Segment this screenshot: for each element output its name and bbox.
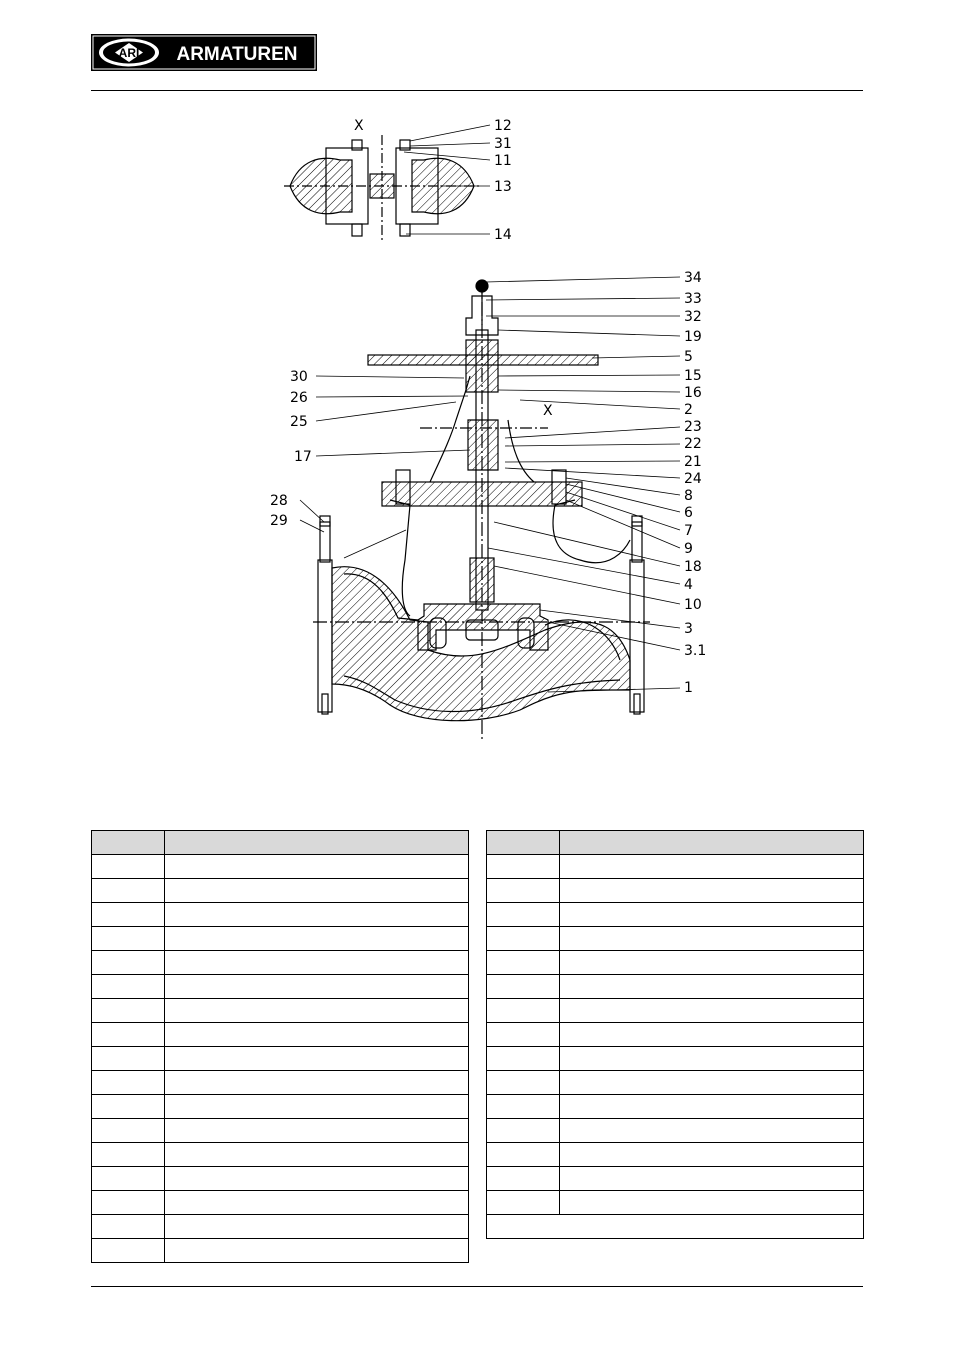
cell-part-number — [487, 1191, 560, 1215]
label-31: 31 — [494, 136, 512, 152]
table-row — [92, 1119, 469, 1143]
cell-designation — [165, 1047, 469, 1071]
parts-table-left — [91, 830, 469, 1263]
cell-part-number — [92, 903, 165, 927]
cell-part-number — [92, 1143, 165, 1167]
cell-part-number — [487, 999, 560, 1023]
label-33: 33 — [684, 291, 702, 307]
table-row — [92, 1167, 469, 1191]
header-cell-number — [92, 831, 165, 855]
cell-part-number — [92, 999, 165, 1023]
table-row — [487, 855, 864, 879]
table-row — [92, 951, 469, 975]
table-row — [92, 1191, 469, 1215]
cell-part-number — [92, 1239, 165, 1263]
cell-designation — [560, 1119, 864, 1143]
logo-mark: ARI — [118, 46, 140, 60]
table-header-row — [92, 831, 469, 855]
cell-part-number — [487, 1167, 560, 1191]
table-row — [92, 855, 469, 879]
label-17: 17 — [294, 449, 312, 465]
cell-designation — [560, 1143, 864, 1167]
cell-designation — [165, 1215, 469, 1239]
label-14: 14 — [494, 227, 512, 243]
cell-part-number — [92, 951, 165, 975]
cell-designation — [165, 951, 469, 975]
table-row — [487, 1143, 864, 1167]
cell-part-number — [92, 1215, 165, 1239]
cell-part-number — [92, 1095, 165, 1119]
cell-designation — [165, 1071, 469, 1095]
table-row — [92, 1143, 469, 1167]
cell-part-number — [487, 975, 560, 999]
cell-part-number — [92, 1047, 165, 1071]
cell-designation — [560, 999, 864, 1023]
table-row — [92, 1095, 469, 1119]
header-cell-number — [487, 831, 560, 855]
valve-body — [313, 280, 650, 740]
label-6: 6 — [684, 505, 693, 521]
cell-designation — [560, 1047, 864, 1071]
cell-designation — [560, 951, 864, 975]
table-row — [487, 999, 864, 1023]
label-11: 11 — [494, 153, 512, 169]
cell-designation — [560, 1167, 864, 1191]
label-22: 22 — [684, 436, 702, 452]
header-cell-designation — [560, 831, 864, 855]
label-9: 9 — [684, 541, 693, 557]
table-row-blank — [487, 1215, 864, 1239]
table-row — [487, 1047, 864, 1071]
label-24: 24 — [684, 471, 702, 487]
cell-part-number — [92, 855, 165, 879]
cell-designation — [165, 975, 469, 999]
table-row — [487, 1071, 864, 1095]
label-29: 29 — [270, 513, 288, 529]
cell-designation — [560, 855, 864, 879]
cell-designation — [560, 903, 864, 927]
cell-part-number — [92, 975, 165, 999]
label-16: 16 — [684, 385, 702, 401]
cell-designation — [560, 1191, 864, 1215]
cell-designation — [165, 903, 469, 927]
cell-part-number — [487, 903, 560, 927]
cell-part-number — [487, 1023, 560, 1047]
label-26: 26 — [290, 390, 308, 406]
cell-part-number — [92, 1023, 165, 1047]
label-18: 18 — [684, 559, 702, 575]
table-row — [92, 1071, 469, 1095]
cell-designation — [165, 1095, 469, 1119]
label-10: 10 — [684, 597, 702, 613]
table-row — [487, 903, 864, 927]
cell-designation — [165, 879, 469, 903]
cell-part-number — [487, 1119, 560, 1143]
cell-designation — [165, 1191, 469, 1215]
table-row — [487, 951, 864, 975]
cell-designation — [560, 879, 864, 903]
logo-text: ARMATUREN — [176, 44, 298, 65]
label-28: 28 — [270, 493, 288, 509]
cell-part-number — [487, 1071, 560, 1095]
cell-part-number — [92, 1071, 165, 1095]
cell-designation — [165, 855, 469, 879]
label-15: 15 — [684, 368, 702, 384]
table-row — [92, 879, 469, 903]
cell-designation — [165, 1167, 469, 1191]
cell-part-number — [487, 927, 560, 951]
label-1: 1 — [684, 680, 693, 696]
label-7: 7 — [684, 523, 693, 539]
table-row — [92, 903, 469, 927]
footer-rule — [91, 1286, 863, 1287]
cell-designation — [165, 999, 469, 1023]
table-row — [487, 927, 864, 951]
label-34: 34 — [684, 270, 702, 286]
cell-part-number — [92, 1119, 165, 1143]
table-row — [487, 1119, 864, 1143]
parts-table-right — [486, 830, 864, 1239]
label-3: 3 — [684, 621, 693, 637]
cell-designation — [165, 1023, 469, 1047]
label-13: 13 — [494, 179, 512, 195]
table-row — [92, 1047, 469, 1071]
detail-x-coupling — [284, 135, 480, 242]
cell-part-number — [92, 879, 165, 903]
cell-designation — [165, 1143, 469, 1167]
label-2: 2 — [684, 402, 693, 418]
cell-designation — [165, 1239, 469, 1263]
label-4: 4 — [684, 577, 693, 593]
detail-section-mark: X — [354, 118, 364, 134]
cell-designation — [165, 1119, 469, 1143]
label-21: 21 — [684, 454, 702, 470]
cell-part-number — [487, 1095, 560, 1119]
cell-part-number — [92, 1167, 165, 1191]
cell-part-number — [487, 879, 560, 903]
cell-designation — [165, 927, 469, 951]
cell-designation — [560, 975, 864, 999]
table-row — [92, 927, 469, 951]
label-3-1: 3.1 — [684, 643, 707, 659]
cell-part-number — [92, 927, 165, 951]
label-25: 25 — [290, 414, 308, 430]
cell-part-number — [487, 1143, 560, 1167]
cell-designation — [560, 1071, 864, 1095]
label-19: 19 — [684, 329, 702, 345]
cell-designation — [560, 927, 864, 951]
cell-designation — [560, 1023, 864, 1047]
table-row — [487, 1167, 864, 1191]
cell-part-number — [487, 855, 560, 879]
label-30: 30 — [290, 369, 308, 385]
cell-blank — [487, 1215, 864, 1239]
cell-part-number — [487, 1047, 560, 1071]
cell-designation — [560, 1095, 864, 1119]
table-row — [487, 1095, 864, 1119]
label-32: 32 — [684, 309, 702, 325]
table-row — [487, 1191, 864, 1215]
table-row — [92, 1215, 469, 1239]
table-row — [92, 999, 469, 1023]
label-5: 5 — [684, 349, 693, 365]
label-23: 23 — [684, 419, 702, 435]
table-row — [487, 879, 864, 903]
label-8: 8 — [684, 488, 693, 504]
table-row — [92, 1239, 469, 1263]
table-header-row — [487, 831, 864, 855]
header-cell-designation — [165, 831, 469, 855]
cell-part-number — [487, 951, 560, 975]
table-row — [92, 1023, 469, 1047]
label-12: 12 — [494, 118, 512, 134]
table-row — [92, 975, 469, 999]
cell-part-number — [92, 1191, 165, 1215]
table-row — [487, 1023, 864, 1047]
section-mark: X — [543, 403, 553, 419]
table-row — [487, 975, 864, 999]
